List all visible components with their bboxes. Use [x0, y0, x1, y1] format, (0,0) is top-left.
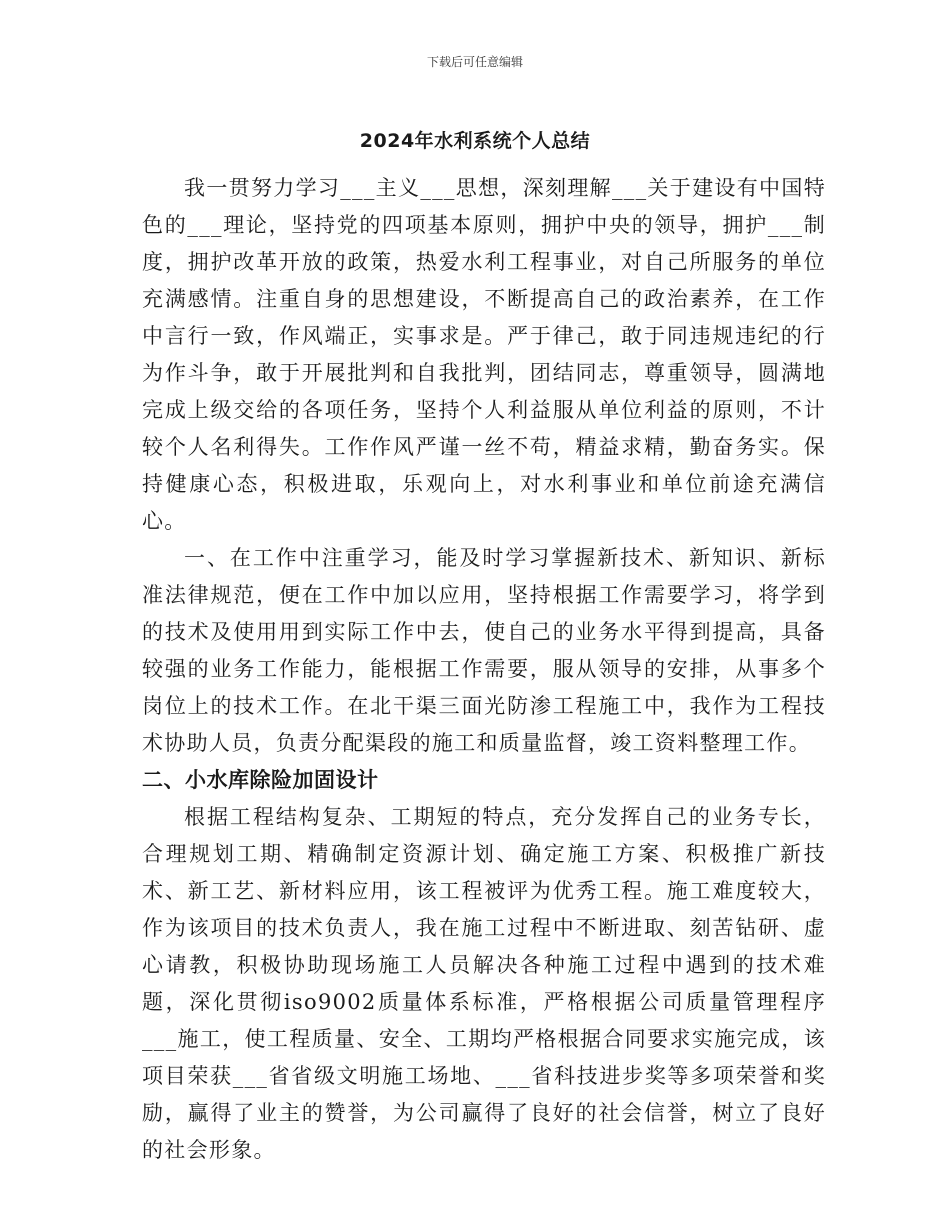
paragraph-section-2: 根据工程结构复杂、工期短的特点，充分发挥自己的业务专长，合理规划工期、精确制定资源计划、确定施工方案、积极推广新技术、新工艺、新材料应用，该工程被评为优秀工程。施工难度较大，作为该项目的技术负责人，我在施工过程中不断进取、刻苦钻研、虚心请教，积极协助现场施工人员解决各种施工过程中遇到的技术难题，深化贯彻iso9002质量体系标准，严格根据公司质量管理程序___施工，使工程质量、安全、工期均严格根据合同要求实施完成，该项目荣获___省省级文明施工场地、___省科技进步奖等多项荣誉和奖励，赢得了业主的赞誉，为公司赢得了良好的社会信誉，树立了良好的社会形象。: [142, 805, 826, 1162]
document-body: [142, 170, 826, 1169]
document-title: 2024年水利系统个人总结: [359, 130, 591, 152]
paragraph-intro: 我一贯努力学习___主义___思想，深刻理解___关于建设有中国特色的___理论，坚持党的四项基本原则，拥护中央的领导，拥护___制度，拥护改革开放的政策，热爱水利工程事业，对自己所服务的单位充满感情。注重自身的思想建设，不断提高自己的政治素养，在工作中言行一致，作风端正，实事求是。严于律己，敢于同违规违纪的行为作斗争，敢于开展批判和自我批判，团结同志，尊重领导，圆满地完成上级交给的各项任务，坚持个人利益服从单位利益的原则，不计较个人名利得失。工作作风严谨一丝不苟，精益求精，勤奋务实。保持健康心态，积极进取，乐观向上，对水利事业和单位前途充满信心。: [142, 176, 826, 533]
page-header-note: 下载后可任意编辑: [426, 55, 523, 69]
paragraph-section-1: 一、在工作中注重学习，能及时学习掌握新技术、新知识、新标准法律规范，便在工作中加以应用，坚持根据工作需要学习，将学到的技术及使用用到实际工作中去，使自己的业务水平得到提高，具备较强的业务工作能力，能根据工作需要，服从领导的安排，从事多个岗位上的技术工作。在北干渠三面光防渗工程施工中，我作为工程技术协助人员，负责分配渠段的施工和质量监督，竣工资料整理工作。: [142, 546, 826, 755]
section-heading-2: 二、小水库除险加固设计: [142, 768, 379, 792]
